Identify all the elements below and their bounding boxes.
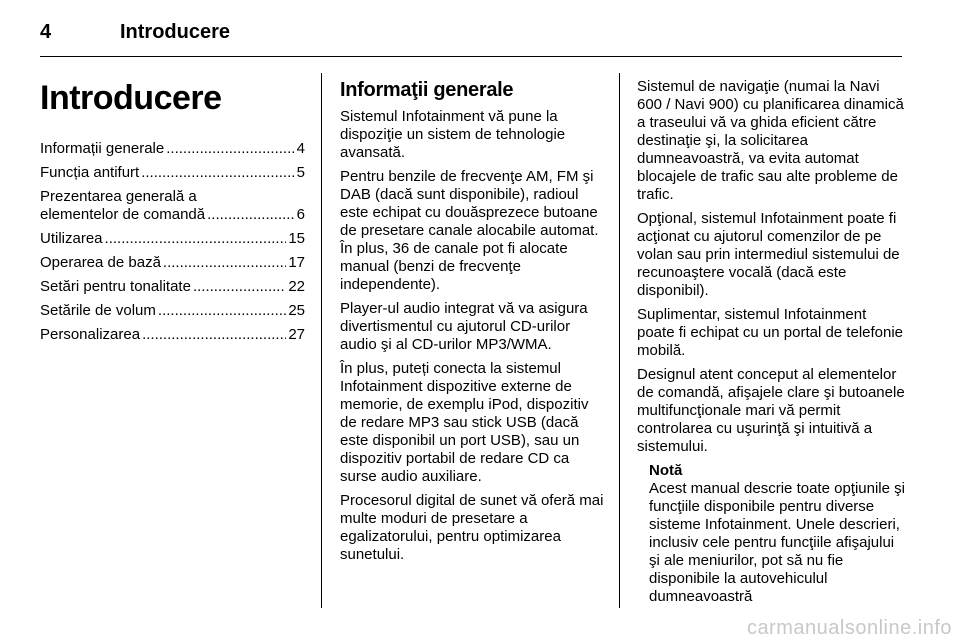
body-column-right [637,78,905,606]
section-title: Informaţii generale [340,79,514,101]
body-paragraph: Suplimentar, sistemul Infotainment poate fi echipat cu un portal de telefonie mobilă. [637,306,904,359]
note-title: Notă [649,462,683,479]
toc-page: 22 [288,278,305,295]
toc-entry[interactable] [40,164,305,182]
body-paragraph: Player-ul audio integrat vă va asigura divertismentul cu ajutorul CD-urilor audio şi al CD-urilor MP3/WMA. [340,300,588,353]
toc-entry[interactable] [40,230,305,248]
body-paragraph: Sistemul de navigaţie (numai la Navi 600 / Navi 900) cu planificarea dinamică a traseului vă va ghida eficient către destinaţie şi, la solicitarea dumneavoastră, va evita automat blocajele de trafic sau alte probleme de trafic. [637,78,904,203]
column-divider [321,73,322,608]
toc-entry[interactable] [40,326,305,344]
chapter-column [40,72,305,350]
toc-label: Utilizarea [40,230,103,247]
body-column-middle [340,72,605,570]
toc-page: 4 [296,140,305,157]
toc-entry[interactable] [40,278,305,296]
toc-entry[interactable] [40,254,305,272]
watermark: carmanualsonline.info [746,617,952,639]
body-paragraph: Opţional, sistemul Infotainment poate fi acţionat cu ajutorul comenzilor de pe volan sau prin intermediul sistemului de recunoaştere vocală (dacă este disponibil). [637,210,900,299]
toc-page: 25 [288,302,305,319]
toc-entry[interactable] [40,302,305,320]
body-paragraph: Sistemul Infotainment vă pune la dispoziţie un sistem de tehnologie avansată. [340,108,566,161]
toc-label: Funcția antifurt [40,164,140,181]
column-divider [619,73,620,608]
body-paragraph: Designul atent conceput al elementelor de comandă, afişajele clare şi butoanele multifuncţionale mari vă permit controlarea cu uşurinţă şi intuitivă a sistemului. [637,366,905,455]
page-number: 4 [40,21,52,43]
toc-page: 6 [296,206,305,223]
chapter-title: Introducere [40,79,222,117]
toc-page: 27 [288,326,305,343]
toc-label: Informații generale [40,140,165,157]
body-paragraph: În plus, puteți conecta la sistemul Infotainment dispozitive externe de memorie, de exemplu iPod, dispozitiv de redare MP3 sau stick USB (dacă este disponibil un port USB), sau un dispozitiv portabil de redare CD ca surse audio auxiliare. [340,360,589,485]
toc-page: 17 [288,254,305,271]
note-box [649,462,905,606]
toc-entry[interactable] [40,188,305,224]
toc-page: 15 [288,230,305,247]
toc-label: Setări pentru tonalitate [40,278,191,295]
note-text: Acest manual descrie toate opţiunile şi funcţiile disponibile pentru diverse sisteme Infotainment. Unele descrieri, inclusiv cele pentru funcţiile afişajului şi ale meniurilor, pot să nu fie disponibile la autovehiculul dumneavoastră [649,480,905,605]
toc-label: Setările de volum [40,302,156,319]
toc-label: Personalizarea [40,326,141,343]
toc-page: 5 [296,164,305,181]
body-paragraph: Pentru benzile de frecvenţe AM, FM şi DAB (dacă sunt disponibile), radioul este echipat cu douăsprezece butoane de presetare canale alocabile automat. În plus, 36 de canale pot fi alocate manual (benzi de frecvenţe independente). [340,168,599,293]
toc-label: Prezentarea generală a elementelor de comandă [40,188,206,223]
toc-label: Operarea de bază [40,254,161,271]
running-title: Introducere [120,21,231,43]
toc-entry[interactable] [40,140,305,158]
body-paragraph: Procesorul digital de sunet vă oferă mai multe moduri de presetare a egalizatorului, pentru optimizarea sunetului. [340,492,604,563]
header-rule [40,56,902,57]
table-of-contents [40,140,305,344]
